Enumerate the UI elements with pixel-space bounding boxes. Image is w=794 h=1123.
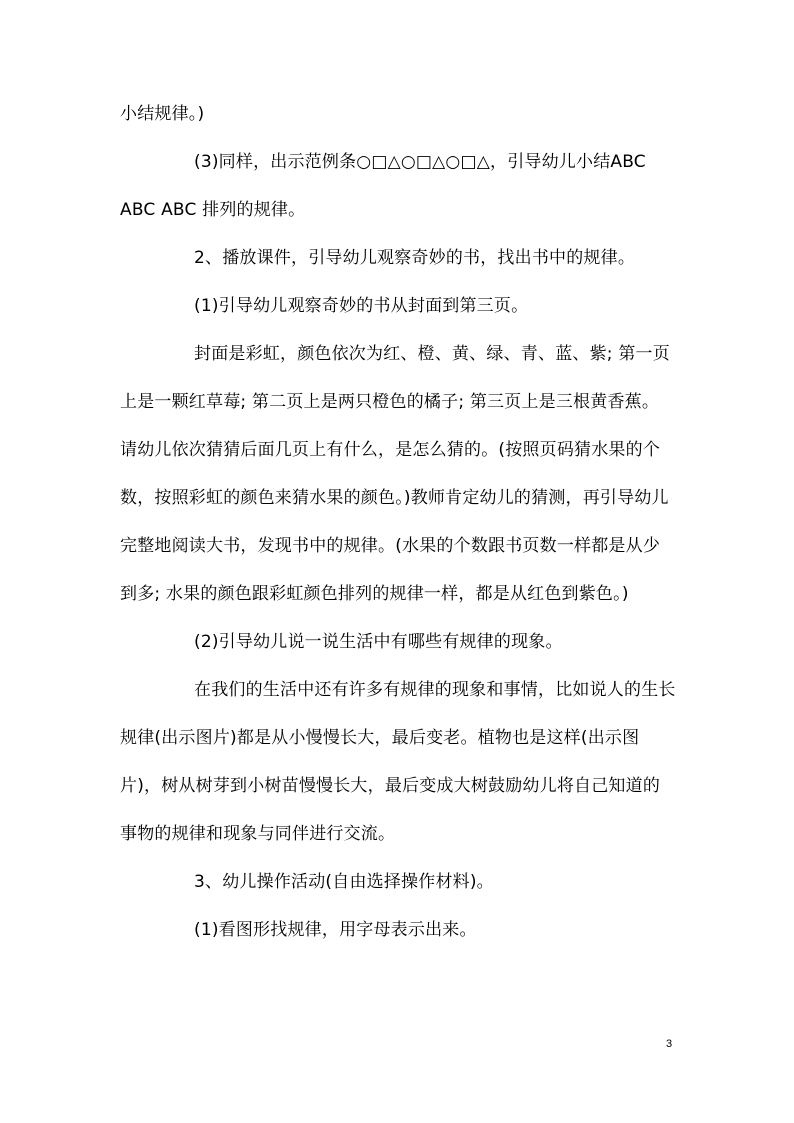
paragraph: 在我们的生活中还有许多有规律的现象和事情，比如说人的生长规律(出示图片)都是从小慢慢长大，最后变老。植物也是这样(出示图片)，树从树芽到小树苗慢慢长大，最后变成大树鼓励幼儿将自己知道的事物的规律和现象与同伴进行交流。 bbox=[120, 680, 676, 844]
page-number: 3 bbox=[666, 1038, 673, 1050]
paragraph: 2、播放课件，引导幼儿观察奇妙的书，找出书中的规律。 bbox=[194, 248, 636, 268]
paragraph: 小结规律。) bbox=[120, 104, 205, 124]
paragraph: (1)引导幼儿观察奇妙的书从封面到第三页。 bbox=[194, 296, 529, 316]
paragraph: (1)看图形找规律，用字母表示出来。 bbox=[194, 920, 477, 940]
document-body bbox=[120, 90, 676, 954]
paragraph: 3、幼儿操作活动(自由选择操作材料)。 bbox=[194, 872, 494, 892]
paragraph: (2)引导幼儿说一说生活中有哪些有规律的现象。 bbox=[194, 632, 563, 652]
paragraph: (3)同样，出示范例条○□△○□△○□△，引导幼儿小结ABC ABC ABC 排列的规律。 bbox=[120, 152, 646, 220]
paragraph: 封面是彩虹，颜色依次为红、橙、黄、绿、青、蓝、紫; 第一页上是一颗红草莓; 第二页上是两只橙色的橘子; 第三页上是三根黄香蕉。请幼儿依次猜猜后面几页上有什么，是怎么猜的。(按照页码猜水果的个数，按照彩虹的颜色来猜水果的颜色。)教师肯定幼儿的猜测，再引导幼儿完整地阅读大书，发现书中的规律。(水果的个数跟书页数一样都是从少到多; 水果的颜色跟彩虹颜色排列的规律一样，都是从红色到紫色。) bbox=[120, 344, 670, 604]
